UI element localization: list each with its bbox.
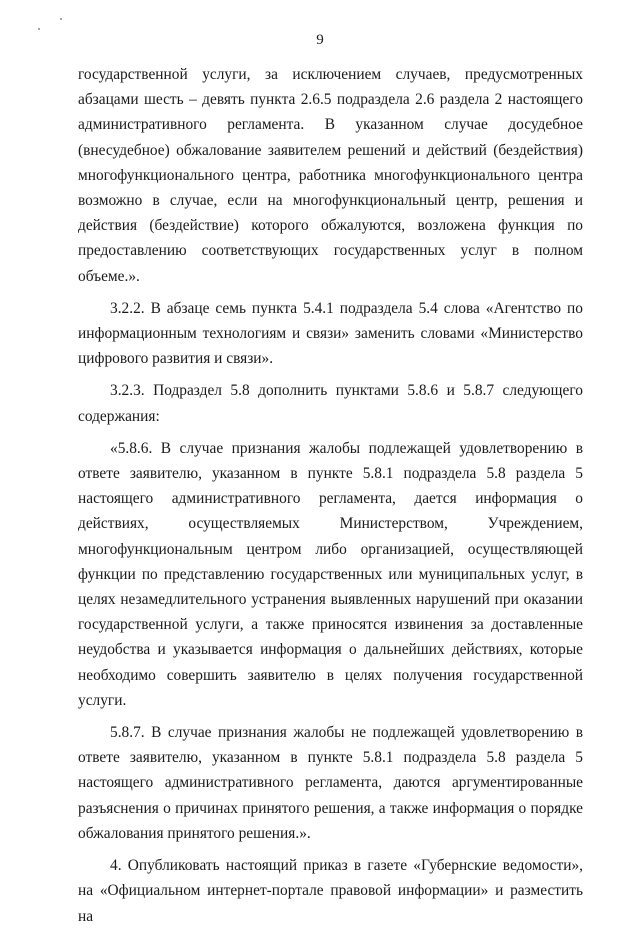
paragraph-continuation: государственной услуги, за исключением случаев, предусмотренных абзацами шесть – девять пункта 2.6.5 подраздела 2.6 раздела 2 настоящего административного регламента. В указанном случае досудебное (внесудебное) обжалование заявителем решений и действий (бездействия) многофункционального центра, работника многофункционального центра возможно в случае, если на многофункциональный центр, решения и действия (бездействие) которого обжалуются, возложена функция по предоставлению соответствующих государственных услуг в полном объеме.». bbox=[78, 66, 583, 285]
scan-speck bbox=[38, 28, 40, 30]
document-body bbox=[78, 62, 583, 929]
paragraph-4: 4. Опубликовать настоящий приказ в газете «Губернские ведомости», на «Официальном интернет-портале правовой информации» и разместить на bbox=[78, 857, 583, 925]
scan-speck bbox=[60, 18, 62, 20]
paragraph-5-8-7: 5.8.7. В случае признания жалобы не подлежащей удовлетворению в ответе заявителю, указанном в пункте 5.8.1 подраздела 5.8 раздела 5 настоящего административного регламента, даются аргументированные разъяснения о причинах принятого решения, а также информация о порядке обжалования принятого решения.». bbox=[78, 724, 583, 842]
page-number: 9 bbox=[316, 32, 324, 48]
paragraph-3-2-2: 3.2.2. В абзаце семь пункта 5.4.1 подраздела 5.4 слова «Агентство по информационным технологиям и связи» заменить словами «Министерство цифрового развития и связи». bbox=[78, 299, 583, 368]
paragraph-3-2-3: 3.2.3. Подраздел 5.8 дополнить пунктами 5.8.6 и 5.8.7 следующего содержания: bbox=[78, 382, 583, 425]
paragraph-5-8-6: «5.8.6. В случае признания жалобы подлежащей удовлетворению в ответе заявителю, указанном в пункте 5.8.1 подраздела 5.8 раздела 5 настоящего административного регламента, дается информация о действиях, осуществляемых Министерством, Учреждением, многофункциональным центром либо организацией, осуществляющей функции по представлению государственных или муниципальных услуг, в целях незамедлительного устранения выявленных нарушений при оказании государственной услуги, а также приносятся извинения за доставленные неудобства и указывается информация о дальнейших действиях, которые необходимо совершить заявителю в целях получения государственной услуги. bbox=[78, 439, 583, 709]
